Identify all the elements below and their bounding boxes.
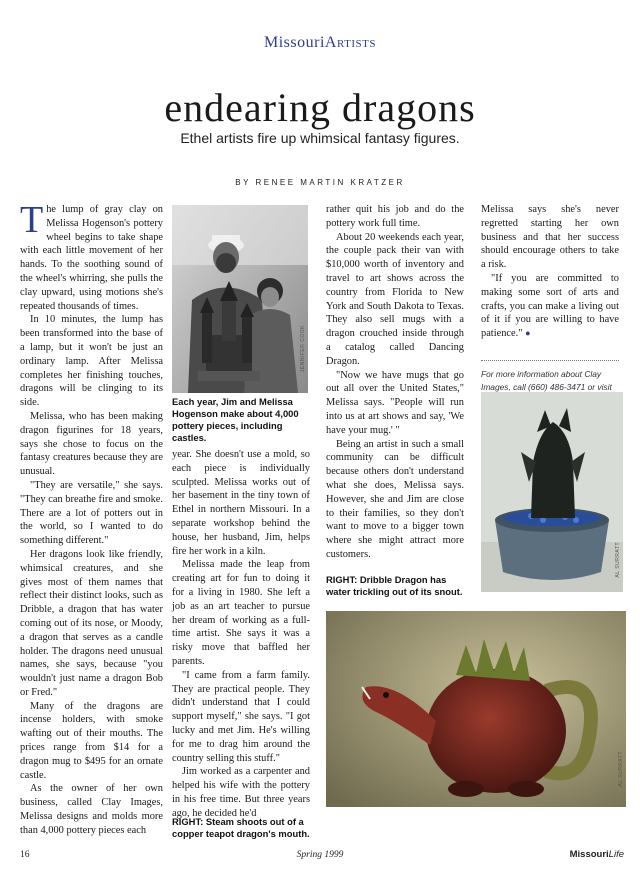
photo-caption-3: RIGHT: Steam shoots out of a copper teapot dragon's mouth.: [172, 816, 310, 839]
page-number: 16: [20, 850, 30, 860]
col2-paragraph: year. She doesn't use a mold, so each piece is individually sculpted. Melissa works out of her basement in the tiny town of Ethel in northern Missouri. In a separate workshop behind the house, her husband, Jim, helps fire her work in a kiln.: [172, 449, 310, 557]
magazine-name-missouri: Missouri: [569, 849, 609, 860]
sidebar-info: For more information about Clay Images, call (660) 486-3471 or visit: [481, 369, 612, 392]
col1-paragraph: Melissa, who has been making dragon figurines for 18 years, says she chose to focus on the fantasy creatures because they are unusual.: [20, 410, 163, 478]
col3-paragraph: Being an artist in such a small community can be difficult because others don't understand what she does, Melissa says. However, she and Jim are close to their families, so they don't want to move to a bigger town where she might attract more customers.: [326, 438, 464, 560]
photo-dribble-dragon: [481, 392, 623, 592]
col3-paragraph: rather quit his job and do the pottery work full time.: [326, 204, 464, 229]
end-mark: ●: [525, 328, 531, 339]
photo-credit-3: AL SURRATT: [618, 751, 624, 787]
col1-paragraph: "They are versatile," she says. "They can breathe fire and smoke. There are a lot of potters out in the world, so I wanted to do something different.": [20, 479, 163, 547]
photo-credit-2: AL SURRATT: [615, 542, 621, 578]
issue-date: Spring 1999: [296, 850, 344, 860]
column-3: [326, 203, 464, 562]
photo-credit-1: JENNIFER COOK: [300, 325, 306, 373]
photo-hogensons-image: [172, 205, 308, 393]
col4-paragraph: "If you are committed to making some sort of arts and crafts, you can make a living out of it if you are willing to have patience.": [481, 272, 619, 340]
col1-paragraph: he lump of gray clay on Melissa Hogenson's pottery wheel begins to take shape with each little movement of her hands. To the soothing sound of the wheel's whirring, she pulls the clay upward, using motions she's repeated thousands of times.: [20, 204, 163, 312]
article-title: endearing dragons: [164, 85, 476, 130]
section-kicker: [0, 34, 640, 52]
col3-paragraph: "Now we have mugs that go out all over the United States," Melissa says. "People will run into us at art shows and say, 'We have your mug.' ": [326, 369, 464, 436]
col2-paragraph: "I came from a farm family. They are practical people. They didn't understand that I could support myself," she says. "I got lucky and met Jim. He's willing for me to drag him around the country selling this stuff.": [172, 669, 310, 764]
col1-paragraph: In 10 minutes, the lump has been transformed into the base of a lamp, but it won't be just an ordinary lamp. After Melissa completes her finishing touches, dragons will be clinging to its side.: [20, 314, 163, 409]
column-1: [20, 199, 163, 838]
col1-paragraph: Her dragons look like friendly, whimsical creatures, and she gives most of them names that reflect their distinct looks, such as Dribble, a dragon that has water coming out of its nose, or Moody, a dragon that serves as a candle holder. The dragons need unusual names, she says, because "you wouldn't just name a dragon Bob or Fred.": [20, 548, 163, 698]
drop-cap: T: [20, 199, 44, 241]
photo-caption-2: RIGHT: Dribble Dragon has water trickling out of its snout.: [326, 574, 463, 597]
col3-paragraph: About 20 weekends each year, the couple pack their van with $10,000 worth of inventory and travel to art shows across the country from Florida to New York and South Dakota to Texas. They also sell mugs with a dragon crouched inside through a catalog called Dancing Dragon.: [326, 231, 464, 367]
magazine-name-life: Life: [608, 849, 624, 860]
col2-paragraph: Melissa made the leap from creating art for fun to doing it for a living in 1980. She left a job as an art teacher to pursue her dream of working as a full-time artist. She says it was a risky move that baffled her parents.: [172, 559, 310, 667]
col4-paragraph: Melissa says she's never regretted starting her own business and that her success should encourage others to take a risk.: [481, 204, 619, 271]
kicker-artists: Artists: [324, 34, 376, 51]
photo-teapot-dragon-image: [326, 611, 626, 807]
photo-hogensons: [172, 205, 308, 393]
col1-paragraph: As the owner of her own business, called Clay Images, Melissa designs and molds more than 4,000 pottery pieces each: [20, 783, 163, 836]
photo-caption-1: Each year, Jim and Melissa Hogenson make about 4,000 pottery pieces, including castles.: [172, 396, 299, 443]
byline: BY RENEE MARTIN KRATZER: [235, 178, 405, 187]
col2-paragraph: Jim worked as a carpenter and helped his wife with the pottery in his free time. But three years ago, he decided he'd: [172, 766, 310, 819]
photo-dribble-dragon-image: [481, 392, 623, 592]
column-2: [172, 448, 310, 821]
kicker-missouri: Missouri: [264, 34, 325, 51]
sidebar-divider: [481, 360, 619, 361]
article-subtitle: Ethel artists fire up whimsical fantasy figures.: [180, 130, 460, 146]
magazine-name: [570, 849, 624, 860]
col1-paragraph: Many of the dragons are incense holders, with smoke wafting out of their mouths. The prices range from $14 for a dragon mug to $495 for an ornate castle.: [20, 700, 163, 781]
column-4: [481, 203, 619, 341]
photo-teapot-dragon: [326, 611, 626, 807]
